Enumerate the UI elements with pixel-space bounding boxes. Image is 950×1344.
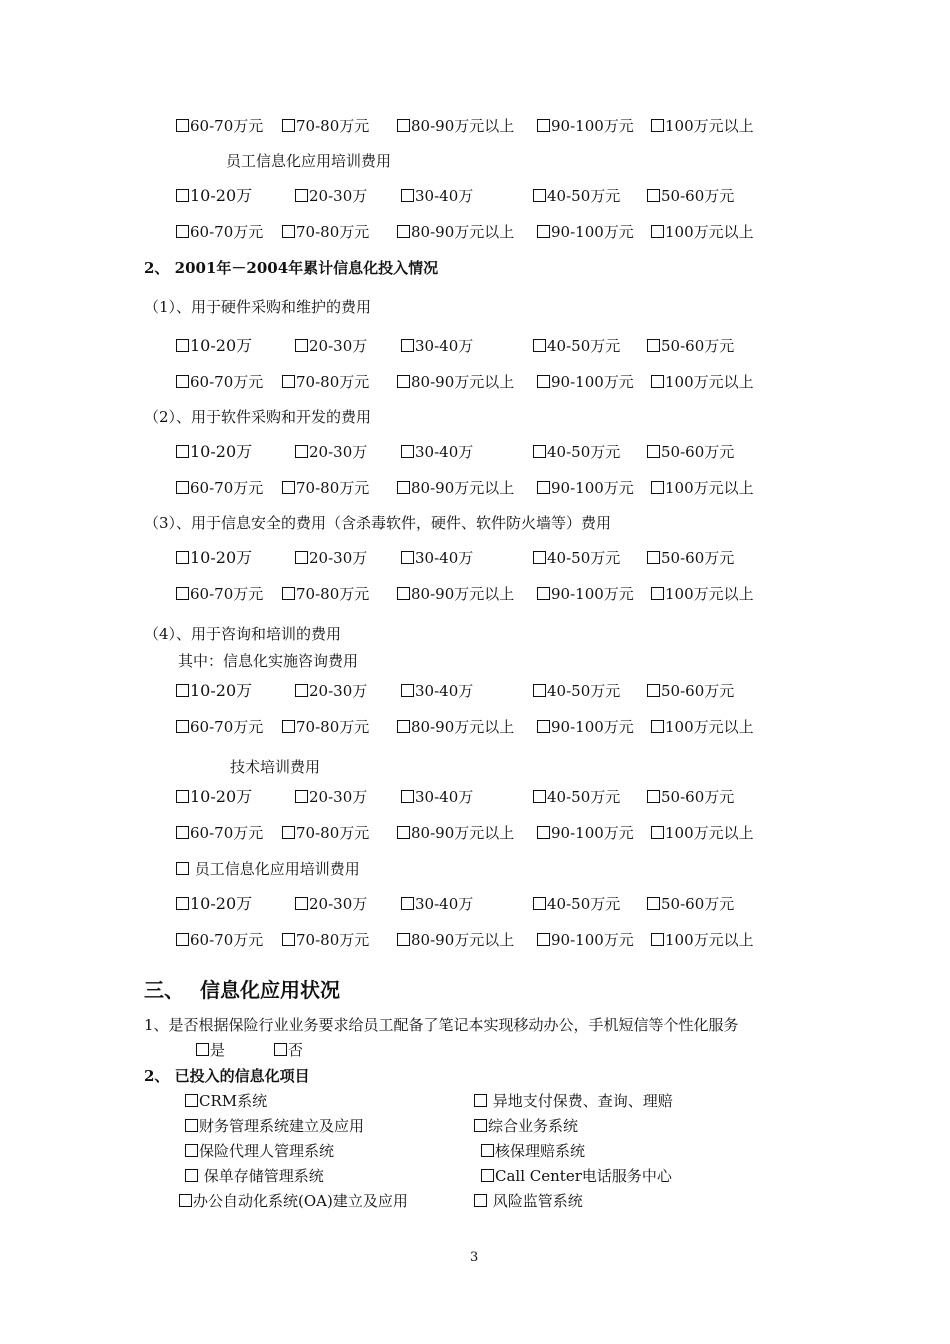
checkbox-option[interactable]: 100万元以上 [651,823,754,843]
checkbox-option[interactable]: 50-60万元 [647,787,734,807]
checkbox-icon[interactable] [537,720,550,733]
checkbox-icon[interactable] [295,445,308,458]
checkbox-option[interactable]: 80-90万元以上 [397,930,514,950]
checkbox-icon[interactable] [474,1094,487,1107]
checkbox-option[interactable]: 50-60万元 [647,186,734,206]
checkbox-option[interactable]: 20-30万 [295,336,367,356]
checkbox-option[interactable]: 50-60万元 [647,548,734,568]
project-option[interactable]: 核保理赔系统 [481,1141,585,1161]
checkbox-option[interactable]: 10-20万 [176,336,252,356]
checkbox-icon[interactable] [533,445,546,458]
checkbox-icon[interactable] [537,933,550,946]
checkbox-option[interactable]: 40-50万元 [533,787,620,807]
checkbox-option[interactable]: 80-90万元以上 [397,823,514,843]
checkbox-icon[interactable] [176,225,189,238]
project-option[interactable]: CRM系统 [185,1091,267,1111]
checkbox-option[interactable]: 70-80万元 [282,478,369,498]
checkbox-icon[interactable] [295,551,308,564]
checkbox-option[interactable]: 80-90万元以上 [397,717,514,737]
checkbox-option[interactable]: 70-80万元 [282,930,369,950]
checkbox-icon[interactable] [401,189,414,202]
checkbox-option[interactable]: 30-40万 [401,548,473,568]
checkbox-icon[interactable] [401,551,414,564]
checkbox-icon[interactable] [537,119,550,132]
checkbox-icon[interactable] [533,189,546,202]
checkbox-icon[interactable] [282,587,295,600]
checkbox-option[interactable]: 100万元以上 [651,222,754,242]
checkbox-icon[interactable] [176,119,189,132]
checkbox-option[interactable]: 50-60万元 [647,681,734,701]
checkbox-option[interactable]: 90-100万元 [537,823,634,843]
item-3-label: （3）、用于信息安全的费用（含杀毒软件，硬件、软件防火墙等）费用 [144,514,612,532]
checkbox-icon[interactable] [397,720,410,733]
checkbox-icon[interactable] [397,826,410,839]
checkbox-option[interactable]: 70-80万元 [282,222,369,242]
checkbox-option[interactable]: 40-50万元 [533,548,620,568]
checkbox-icon[interactable] [185,1169,198,1182]
checkbox-icon[interactable] [537,225,550,238]
yes-option[interactable]: 是 [196,1040,225,1060]
checkbox-icon[interactable] [651,933,664,946]
checkbox-icon[interactable] [397,375,410,388]
staff-training-option[interactable]: 员工信息化应用培训费用 [176,859,360,879]
checkbox-icon[interactable] [185,1094,198,1107]
project-option[interactable]: 异地支付保费、查询、理赔 [474,1091,673,1111]
checkbox-option[interactable]: 100万元以上 [651,717,754,737]
checkbox-option[interactable]: 90-100万元 [537,930,634,950]
checkbox-icon[interactable] [647,445,660,458]
checkbox-icon[interactable] [537,375,550,388]
checkbox-icon[interactable] [647,684,660,697]
checkbox-option[interactable]: 60-70万元 [176,478,263,498]
tech-training-label: 技术培训费用 [230,758,321,776]
section-2-title: 2、 2001年－2004年累计信息化投入情况 [144,259,439,277]
staff-training-label: 员工信息化应用培训费用 [226,152,392,170]
checkbox-icon[interactable] [295,684,308,697]
checkbox-option[interactable]: 10-20万 [176,787,252,807]
checkbox-option[interactable]: 10-20万 [176,894,252,914]
checkbox-icon[interactable] [533,339,546,352]
checkbox-option[interactable]: 10-20万 [176,186,252,206]
checkbox-option[interactable]: 40-50万元 [533,681,620,701]
no-option[interactable]: 否 [274,1040,303,1060]
item-1-label: （1）、用于硬件采购和维护的费用 [144,298,372,316]
checkbox-icon[interactable] [647,897,660,910]
checkbox-option[interactable]: 30-40万 [401,787,473,807]
checkbox-icon[interactable] [397,119,410,132]
checkbox-icon[interactable] [397,933,410,946]
checkbox-icon[interactable] [397,225,410,238]
checkbox-icon[interactable] [176,481,189,494]
checkbox-icon[interactable] [533,897,546,910]
checkbox-icon[interactable] [176,720,189,733]
checkbox-icon[interactable] [401,445,414,458]
checkbox-option[interactable]: 10-20万 [176,548,252,568]
checkbox-icon[interactable] [185,1119,198,1132]
checkbox-option[interactable]: 100万元以上 [651,584,754,604]
checkbox-option[interactable]: 70-80万元 [282,584,369,604]
checkbox-icon[interactable] [651,119,664,132]
checkbox-icon[interactable] [647,339,660,352]
checkbox-option[interactable]: 80-90万元以上 [397,372,514,392]
checkbox-icon[interactable] [651,720,664,733]
checkbox-option[interactable]: 60-70万元 [176,222,263,242]
checkbox-option[interactable]: 50-60万元 [647,336,734,356]
checkbox-icon[interactable] [176,375,189,388]
checkbox-option[interactable]: 40-50万元 [533,186,620,206]
checkbox-icon[interactable] [196,1043,209,1056]
checkbox-icon[interactable] [397,587,410,600]
checkbox-option[interactable]: 30-40万 [401,442,473,462]
checkbox-option[interactable]: 10-20万 [176,442,252,462]
checkbox-icon[interactable] [295,790,308,803]
checkbox-option[interactable]: 90-100万元 [537,372,634,392]
checkbox-option[interactable]: 60-70万元 [176,717,263,737]
item-4-label: （4）、用于咨询和培训的费用 [144,625,342,643]
checkbox-icon[interactable] [651,826,664,839]
checkbox-option[interactable]: 20-30万 [295,548,367,568]
project-option[interactable]: 财务管理系统建立及应用 [185,1116,364,1136]
checkbox-option[interactable]: 60-70万元 [176,930,263,950]
checkbox-option[interactable]: 40-50万元 [533,894,620,914]
checkbox-icon[interactable] [176,445,189,458]
checkbox-option[interactable]: 90-100万元 [537,116,634,136]
checkbox-option[interactable]: 80-90万元以上 [397,478,514,498]
checkbox-icon[interactable] [537,481,550,494]
project-option[interactable]: 办公自动化系统(OA)建立及应用 [179,1191,408,1211]
part-3-heading: 信息化应用状况 [200,978,340,1002]
part-3-heading-number: 三、 [144,978,184,1002]
checkbox-icon[interactable] [176,551,189,564]
checkbox-option[interactable]: 60-70万元 [176,584,263,604]
item-2-label: （2）、用于软件采购和开发的费用 [144,408,372,426]
checkbox-option[interactable]: 80-90万元以上 [397,222,514,242]
checkbox-icon[interactable] [651,587,664,600]
project-option[interactable]: 综合业务系统 [474,1116,578,1136]
checkbox-option[interactable]: 50-60万元 [647,894,734,914]
checkbox-icon[interactable] [647,189,660,202]
checkbox-icon[interactable] [401,684,414,697]
checkbox-option[interactable]: 30-40万 [401,894,473,914]
checkbox-icon[interactable] [282,225,295,238]
checkbox-icon[interactable] [651,481,664,494]
checkbox-option[interactable]: 70-80万元 [282,372,369,392]
project-option[interactable]: 保单存储管理系统 [185,1166,324,1186]
checkbox-icon[interactable] [274,1043,287,1056]
project-option[interactable]: 保险代理人管理系统 [185,1141,334,1161]
checkbox-option[interactable]: 20-30万 [295,894,367,914]
checkbox-icon[interactable] [537,587,550,600]
checkbox-icon[interactable] [481,1169,494,1182]
checkbox-icon[interactable] [282,375,295,388]
checkbox-icon[interactable] [295,897,308,910]
checkbox-icon[interactable] [537,826,550,839]
checkbox-icon[interactable] [474,1119,487,1132]
checkbox-icon[interactable] [176,862,189,875]
checkbox-icon[interactable] [282,826,295,839]
checkbox-icon[interactable] [176,933,189,946]
checkbox-icon[interactable] [176,897,189,910]
checkbox-icon[interactable] [282,933,295,946]
checkbox-icon[interactable] [651,375,664,388]
checkbox-icon[interactable] [647,790,660,803]
checkbox-icon[interactable] [176,189,189,202]
checkbox-option[interactable]: 20-30万 [295,186,367,206]
checkbox-icon[interactable] [481,1144,494,1157]
checkbox-option[interactable]: 90-100万元 [537,478,634,498]
page-number: 3 [470,1250,479,1265]
checkbox-option[interactable]: 60-70万元 [176,116,263,136]
checkbox-option[interactable]: 70-80万元 [282,116,369,136]
checkbox-option[interactable]: 100万元以上 [651,930,754,950]
checkbox-icon[interactable] [295,189,308,202]
checkbox-option[interactable]: 100万元以上 [651,372,754,392]
checkbox-icon[interactable] [176,339,189,352]
checkbox-icon[interactable] [295,339,308,352]
checkbox-icon[interactable] [533,684,546,697]
checkbox-icon[interactable] [179,1194,192,1207]
project-option[interactable]: 风险监管系统 [474,1191,583,1211]
checkbox-option[interactable]: 10-20万 [176,681,252,701]
checkbox-option[interactable]: 70-80万元 [282,717,369,737]
checkbox-icon[interactable] [533,551,546,564]
checkbox-option[interactable]: 40-50万元 [533,336,620,356]
checkbox-option[interactable]: 100万元以上 [651,478,754,498]
checkbox-icon[interactable] [397,481,410,494]
checkbox-option[interactable]: 20-30万 [295,681,367,701]
checkbox-option[interactable]: 100万元以上 [651,116,754,136]
checkbox-icon[interactable] [176,587,189,600]
checkbox-icon[interactable] [176,826,189,839]
checkbox-option[interactable]: 60-70万元 [176,372,263,392]
checkbox-icon[interactable] [282,481,295,494]
checkbox-option[interactable]: 20-30万 [295,442,367,462]
checkbox-icon[interactable] [651,225,664,238]
checkbox-option[interactable]: 30-40万 [401,336,473,356]
checkbox-icon[interactable] [185,1144,198,1157]
checkbox-option[interactable]: 90-100万元 [537,717,634,737]
checkbox-icon[interactable] [647,551,660,564]
checkbox-icon[interactable] [474,1194,487,1207]
checkbox-option[interactable]: 70-80万元 [282,823,369,843]
checkbox-icon[interactable] [282,720,295,733]
checkbox-option[interactable]: 20-30万 [295,787,367,807]
question-1: 1、是否根据保险行业业务要求给员工配备了笔记本实现移动办公，手机短信等个性化服务 [144,1016,739,1034]
checkbox-option[interactable]: 30-40万 [401,186,473,206]
checkbox-option[interactable]: 30-40万 [401,681,473,701]
checkbox-option[interactable]: 50-60万元 [647,442,734,462]
checkbox-option[interactable]: 80-90万元以上 [397,584,514,604]
checkbox-option[interactable]: 90-100万元 [537,584,634,604]
checkbox-option[interactable]: 80-90万元以上 [397,116,514,136]
checkbox-icon[interactable] [176,684,189,697]
consulting-fee-label: 其中：信息化实施咨询费用 [178,652,359,670]
checkbox-option[interactable]: 40-50万元 [533,442,620,462]
project-option[interactable]: Call Center电话服务中心 [481,1166,672,1186]
checkbox-icon[interactable] [401,339,414,352]
checkbox-icon[interactable] [401,790,414,803]
checkbox-icon[interactable] [401,897,414,910]
checkbox-icon[interactable] [282,119,295,132]
checkbox-option[interactable]: 90-100万元 [537,222,634,242]
question-2: 2、 已投入的信息化项目 [144,1067,310,1085]
checkbox-icon[interactable] [533,790,546,803]
checkbox-icon[interactable] [176,790,189,803]
checkbox-option[interactable]: 60-70万元 [176,823,263,843]
